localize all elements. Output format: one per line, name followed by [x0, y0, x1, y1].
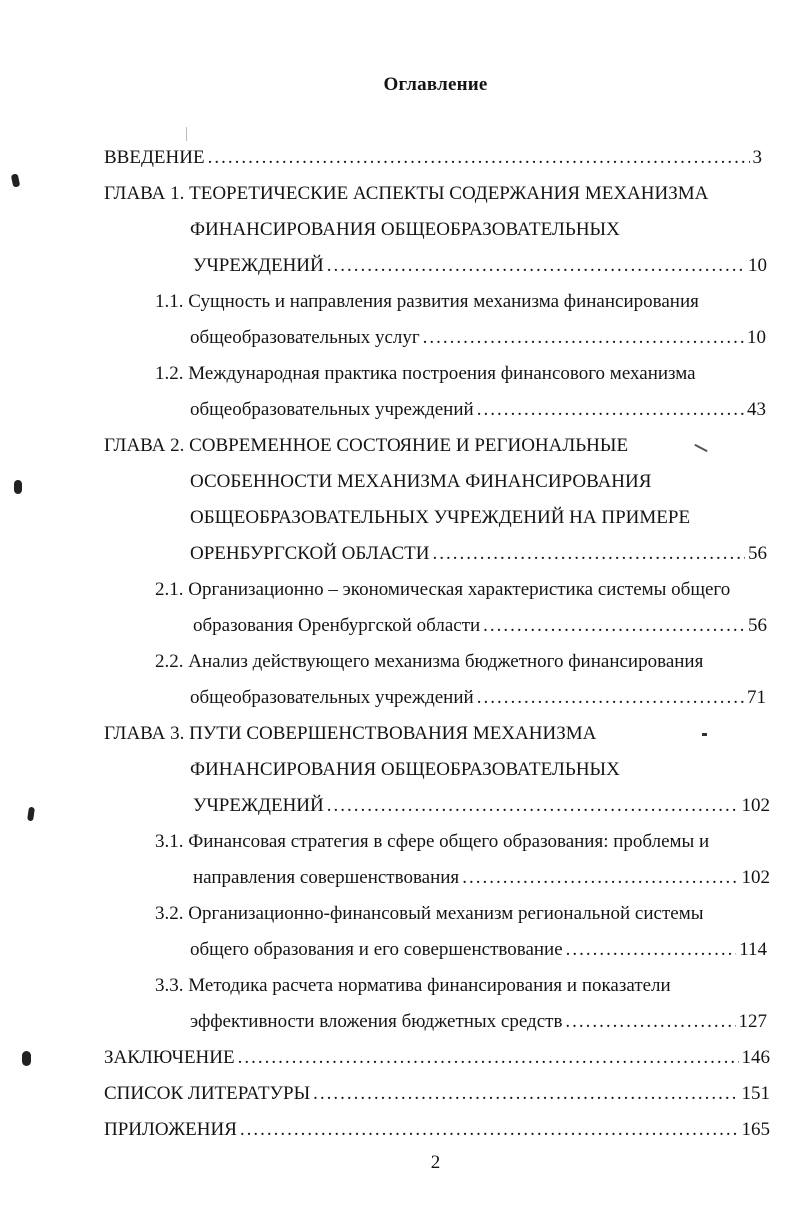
toc-entry-chapter-1-continued — [190, 217, 620, 243]
toc-entry-section-3-1-end — [193, 865, 770, 891]
toc-entry-section-3-3-end — [190, 1009, 767, 1035]
toc-entry-page: 146 — [741, 1047, 770, 1068]
toc-entry-page: 56 — [748, 615, 767, 636]
toc-entry-intro — [104, 145, 762, 171]
toc-entry-chapter-3-continued — [190, 757, 620, 783]
toc-entry-text: ГЛАВА 3. ПУТИ СОВЕРШЕНСТВОВАНИЯ МЕХАНИЗМА — [104, 723, 597, 744]
toc-entry-text: направления совершенствования — [193, 867, 460, 888]
toc-entry-text: ОБЩЕОБРАЗОВАТЕЛЬНЫХ УЧРЕЖДЕНИЙ НА ПРИМЕРЕ — [190, 507, 691, 528]
toc-dot-leader — [483, 613, 745, 639]
toc-entry-page: 71 — [747, 687, 766, 708]
toc-dot-leader — [327, 253, 745, 279]
toc-entry-text: 2.1. Организационно – экономическая характеристика системы общего — [155, 579, 731, 600]
page-number: 2 — [430, 1152, 441, 1173]
toc-entry-text: ОСОБЕННОСТИ МЕХАНИЗМА ФИНАНСИРОВАНИЯ — [190, 471, 652, 492]
toc-entry-text: ГЛАВА 2. СОВРЕМЕННОЕ СОСТОЯНИЕ И РЕГИОНАЛЬНЫЕ — [104, 435, 629, 456]
scan-mark — [14, 480, 22, 494]
toc-entry-section-1-2-end — [190, 397, 766, 423]
toc-entry-page: 10 — [748, 255, 767, 276]
toc-entry-chapter-1-end — [193, 253, 767, 279]
toc-entry-section-2-1-end — [193, 613, 767, 639]
toc-entry-text: СПИСОК ЛИТЕРАТУРЫ — [104, 1083, 311, 1104]
page-title: Оглавление — [383, 74, 488, 95]
toc-entry-text: ФИНАНСИРОВАНИЯ ОБЩЕОБРАЗОВАТЕЛЬНЫХ — [190, 219, 620, 240]
toc-entry-text: 2.2. Анализ действующего механизма бюджетного финансирования — [155, 651, 704, 672]
toc-entry-page: 114 — [739, 939, 767, 960]
toc-entry-text: общего образования и его совершенствование — [190, 939, 563, 960]
toc-entry-page: 127 — [738, 1011, 767, 1032]
scan-speck — [702, 733, 707, 736]
toc-entry-section-3-3 — [155, 973, 671, 999]
scan-mark — [22, 1051, 31, 1066]
toc-entry-appendices — [104, 1117, 770, 1143]
toc-entry-text: 3.2. Организационно-финансовый механизм региональной системы — [155, 903, 704, 924]
toc-entry-text: общеобразовательных учреждений — [190, 687, 474, 708]
toc-entry-conclusion — [104, 1045, 770, 1071]
toc-dot-leader — [477, 397, 744, 423]
scan-mark — [11, 173, 21, 187]
toc-entry-page: 102 — [741, 867, 770, 888]
toc-entry-text: эффективности вложения бюджетных средств — [190, 1011, 563, 1032]
toc-dot-leader — [208, 145, 750, 171]
toc-dot-leader — [462, 865, 738, 891]
toc-entry-chapter-2-end — [190, 541, 767, 567]
toc-dot-leader — [477, 685, 744, 711]
toc-entry-section-1-1 — [155, 289, 699, 315]
toc-entry-text: образования Оренбургской области — [193, 615, 481, 636]
toc-dot-leader — [433, 541, 746, 567]
toc-entry-section-2-1 — [155, 577, 730, 603]
toc-entry-page: 3 — [752, 147, 762, 168]
toc-entry-chapter-3 — [104, 721, 596, 747]
toc-entry-chapter-3-end — [193, 793, 770, 819]
toc-entry-chapter-2-continued — [190, 469, 651, 495]
toc-entry-text: 3.3. Методика расчета норматива финансирования и показатели — [155, 975, 671, 996]
toc-entry-text: ФИНАНСИРОВАНИЯ ОБЩЕОБРАЗОВАТЕЛЬНЫХ — [190, 759, 620, 780]
toc-dot-leader — [313, 1081, 738, 1107]
toc-dot-leader — [327, 793, 739, 819]
toc-dot-leader — [565, 1009, 735, 1035]
scan-speck — [694, 444, 707, 452]
toc-entry-section-3-2-end — [190, 937, 767, 963]
toc-entry-text: УЧРЕЖДЕНИЙ — [193, 795, 324, 816]
scan-mark — [27, 807, 35, 822]
toc-entry-text: 3.1. Финансовая стратегия в сфере общего образования: проблемы и — [155, 831, 710, 852]
toc-entry-page: 102 — [741, 795, 770, 816]
toc-entry-page: 56 — [748, 543, 767, 564]
toc-dot-leader — [238, 1045, 739, 1071]
toc-entry-page: 10 — [747, 327, 766, 348]
scan-speck — [186, 127, 187, 141]
toc-entry-references — [104, 1081, 770, 1107]
toc-entry-chapter-2 — [104, 433, 628, 459]
toc-entry-text: ПРИЛОЖЕНИЯ — [104, 1119, 237, 1140]
toc-entry-section-3-1 — [155, 829, 709, 855]
toc-entry-chapter-1 — [104, 181, 708, 207]
toc-entry-section-3-2 — [155, 901, 704, 927]
toc-dot-leader — [423, 325, 744, 351]
toc-entry-page: 165 — [741, 1119, 770, 1140]
toc-entry-section-1-1-end — [190, 325, 766, 351]
toc-entry-text: ГЛАВА 1. ТЕОРЕТИЧЕСКИЕ АСПЕКТЫ СОДЕРЖАНИЯ МЕХАНИЗМА — [104, 183, 709, 204]
toc-entry-section-2-2 — [155, 649, 703, 675]
toc-entry-text: общеобразовательных услуг — [190, 327, 420, 348]
toc-dot-leader — [240, 1117, 739, 1143]
toc-entry-text: ОРЕНБУРГСКОЙ ОБЛАСТИ — [190, 543, 430, 564]
toc-entry-text: 1.2. Международная практика построения финансового механизма — [155, 363, 696, 384]
toc-entry-page: 151 — [741, 1083, 770, 1104]
toc-entry-section-1-2 — [155, 361, 696, 387]
toc-entry-text: ВВЕДЕНИЕ — [104, 147, 205, 168]
toc-entry-text: 1.1. Сущность и направления развития механизма финансирования — [155, 291, 699, 312]
toc-entry-chapter-2-continued — [190, 505, 690, 531]
toc-dot-leader — [566, 937, 737, 963]
toc-entry-section-2-2-end — [190, 685, 766, 711]
toc-entry-text: УЧРЕЖДЕНИЙ — [193, 255, 324, 276]
toc-entry-text: общеобразовательных учреждений — [190, 399, 474, 420]
toc-entry-text: ЗАКЛЮЧЕНИЕ — [104, 1047, 235, 1068]
toc-entry-page: 43 — [747, 399, 766, 420]
